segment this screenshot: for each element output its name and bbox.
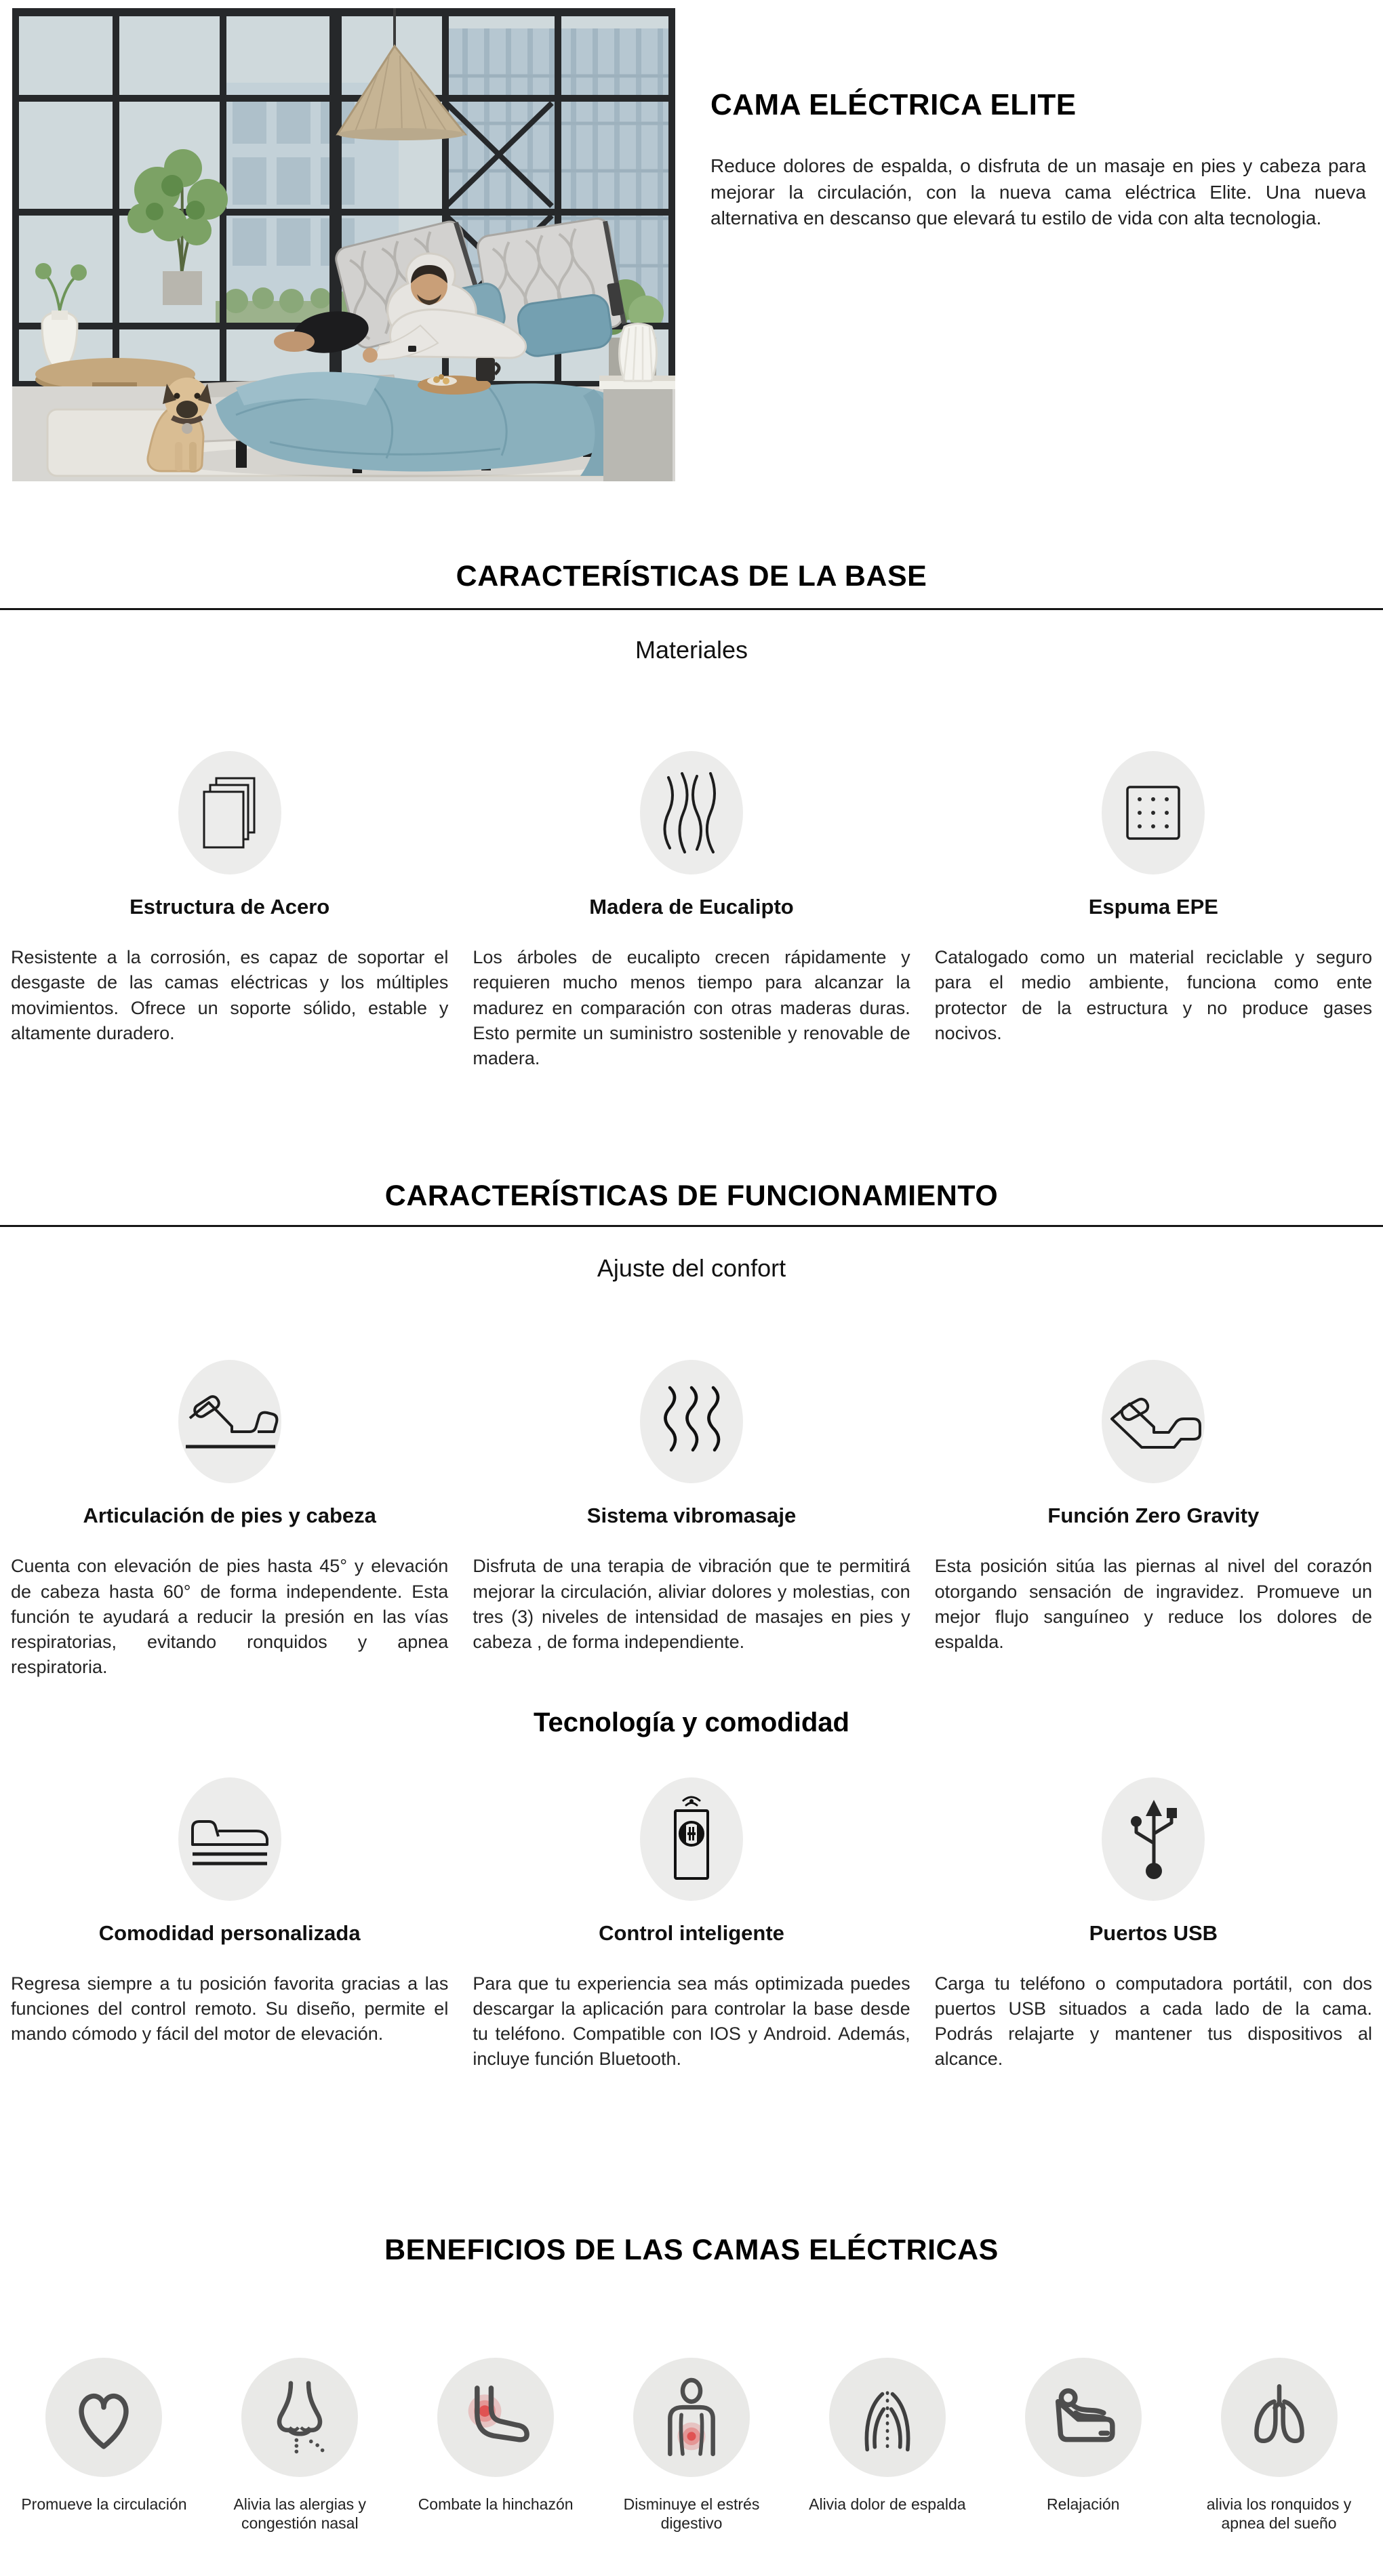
section-base [0, 560, 1383, 1071]
benefit-label: Combate la hinchazón [418, 2495, 574, 2513]
smart-remote-icon [640, 1777, 743, 1901]
vibration-waves-icon [640, 1360, 743, 1483]
section-beneficios [0, 2234, 1383, 2533]
comfort-grid [0, 1360, 1383, 1680]
relax-icon [1025, 2358, 1142, 2477]
benefit-label: Promueve la circulación [21, 2495, 187, 2513]
materials-grid [0, 751, 1383, 1071]
benefit-label: Alivia dolor de espalda [809, 2495, 966, 2513]
benefit-allergies [205, 2358, 395, 2533]
tech-text: Regresa siempre a tu posición favorita gracias a las funciones del control remoto. Su diseño, permite el mando cómodo y fácil del motor de elevación. [11, 1973, 449, 2044]
material-text: Los árboles de eucalipto crecen rápidamente y requieren mucho menos tiempo para alcanzar la madurez en comparación con otras maderas duras. Esto permite un suministro sostenible y renovable de madera. [473, 947, 910, 1068]
material-text: Catalogado como un material reciclable y seguro para el medio ambiente, funciona como ente protector de la estructura y no produce gases nocivos. [934, 947, 1372, 1043]
comfort-title: Sistema vibromasaje [586, 1504, 797, 1528]
comfort-title: Función Zero Gravity [1047, 1504, 1260, 1528]
page-title: CAMA ELÉCTRICA ELITE [710, 88, 1077, 121]
comfort-articulation-column [11, 1360, 448, 1680]
usb-icon [1102, 1777, 1205, 1901]
wood-grain-icon [640, 751, 743, 874]
hero-section [0, 0, 1383, 481]
benefits-row [0, 2358, 1383, 2533]
foot-icon [437, 2358, 554, 2477]
heart-icon [45, 2358, 162, 2477]
hero-description: Reduce dolores de espalda, o disfruta de un masaje en pies y cabeza para mejorar la circulación, con la nueva cama eléctrica Elite. Una nueva alternativa en descanso que elevará tu estilo de vida con alta tecnologia. [710, 155, 1366, 229]
articulated-bed-icon [178, 1360, 281, 1483]
benefit-label: Alivia las alergias y congestión nasal [233, 2495, 367, 2533]
digestion-icon [633, 2358, 750, 2477]
steel-sheets-icon [178, 751, 281, 874]
hero-text-block [710, 8, 1366, 481]
material-wood-column [473, 751, 910, 1071]
tech-title: Comodidad personalizada [98, 1920, 361, 1945]
material-steel-column [11, 751, 448, 1071]
back-spine-icon [829, 2358, 946, 2477]
nose-icon [241, 2358, 358, 2477]
tech-title: Puertos USB [1089, 1920, 1218, 1945]
tech-remote-column [473, 1777, 910, 2072]
base-heading: CARACTERÍSTICAS DE LA BASE [456, 560, 927, 592]
epe-foam-icon [1102, 751, 1205, 874]
comfort-text: Esta posición sitúa las piernas al nivel del corazón otorgando sensación de ingravidez. Promueve un mejor flujo sanguíneo y reduce los dolores de espalda. [934, 1556, 1372, 1652]
tech-text: Carga tu teléfono o computadora portátil, con dos puertos USB situados a cada lado de la cama. Podrás relajarte y mantener tus dispositivos al alcance. [934, 1973, 1372, 2070]
benefit-relaxation [988, 2358, 1178, 2533]
material-title: Espuma EPE [1088, 895, 1218, 919]
tech-usb-column [935, 1777, 1372, 2072]
section-funcionamiento [0, 1180, 1383, 2072]
benefit-snoring [1184, 2358, 1374, 2533]
benefit-digestion [597, 2358, 786, 2533]
tech-title: Control inteligente [599, 1920, 784, 1945]
comfort-zerogravity-column [935, 1360, 1372, 1680]
benefit-label: Disminuye el estrés digestivo [623, 2495, 760, 2533]
confort-subheading: Ajuste del confort [597, 1254, 786, 1283]
material-title: Madera de Eucalipto [589, 895, 794, 919]
benefit-label: Relajación [1047, 2495, 1120, 2513]
comfort-text: Disfruta de una terapia de vibración que te permitirá mejorar la circulación, aliviar dolores y molestias, con tres (3) niveles de intensidad de masajes en pies y cabeza , de forma independiente. [473, 1556, 910, 1652]
tech-text: Para que tu experiencia sea más optimizada puedes descargar la aplicación para controlar la base desde tu teléfono. Compatible con IOS y Android. Además, incluye función Bluetooth. [473, 1973, 910, 2070]
tech-memory-column [11, 1777, 448, 2072]
comfort-text: Cuenta con elevación de pies hasta 45° y elevación de cabeza hasta 60° de forma independente. Esta función te ayudará a reducir la presión en las vías respiratorias, evitando ronquidos y apnea respiratoria. [11, 1556, 449, 1678]
material-title: Estructura de Acero [129, 895, 330, 919]
base-subheading: Materiales [635, 636, 748, 664]
comfort-vibration-column [473, 1360, 910, 1680]
divider-line [0, 608, 1383, 610]
funcionamiento-heading: CARACTERÍSTICAS DE FUNCIONAMIENTO [384, 1180, 999, 1213]
material-foam-column [935, 751, 1372, 1071]
tecnologia-subheading: Tecnología y comodidad [534, 1707, 849, 1737]
comfort-title: Articulación de pies y cabeza [83, 1504, 376, 1528]
lungs-icon [1221, 2358, 1338, 2477]
benefit-circulation [9, 2358, 199, 2533]
zero-gravity-icon [1102, 1360, 1205, 1483]
bed-lifestyle-photo-illustration [12, 8, 675, 481]
benefit-swelling [401, 2358, 590, 2533]
hero-photo [12, 8, 675, 481]
tech-grid [0, 1777, 1383, 2072]
divider-line [0, 1225, 1383, 1227]
benefit-label: alivia los ronquidos y apnea del sueño [1206, 2495, 1352, 2533]
beneficios-heading: BENEFICIOS DE LAS CAMAS ELÉCTRICAS [384, 2233, 999, 2266]
material-text: Resistente a la corrosión, es capaz de soportar el desgaste de las camas eléctricas y los múltiples movimientos. Ofrece un soporte sólido, estable y altamente duradero. [11, 947, 449, 1043]
bed-memory-icon [178, 1777, 281, 1901]
benefit-back-pain [793, 2358, 982, 2533]
